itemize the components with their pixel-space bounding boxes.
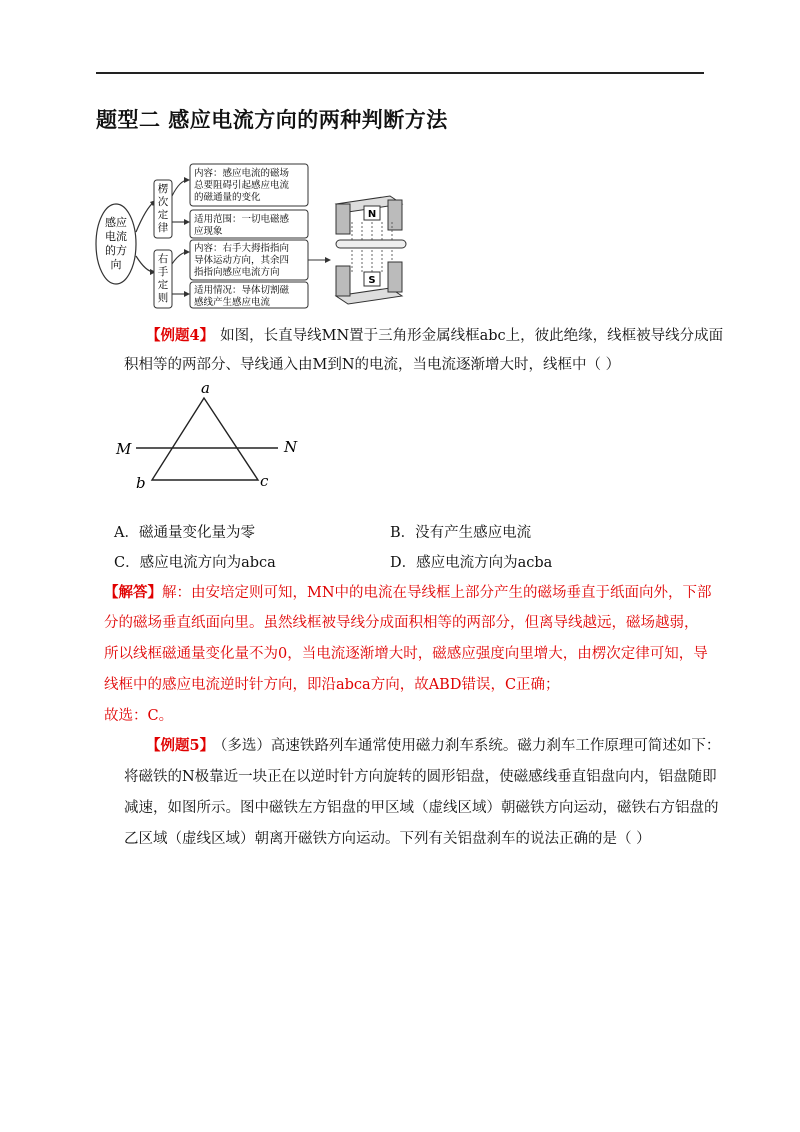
example4-line2: 积相等的两部分、导线通入由M到N的电流，当电流逐渐增大时，线框中（ ）: [124, 357, 621, 373]
example5-tag: 【例题5】: [146, 737, 215, 754]
label-n: N: [284, 438, 298, 456]
lenz-label-box: [154, 180, 172, 238]
box-right-hand-scope: [190, 282, 308, 308]
box-lenz-scope: [190, 210, 308, 238]
right-hand-label-box: [154, 250, 172, 308]
svg-text:应现象: 应现象: [194, 226, 223, 237]
arrow-to-right-hand: [136, 256, 154, 272]
label-a: a: [201, 380, 210, 397]
center-label-0: 感应: [105, 216, 127, 229]
triangle-figure: [110, 380, 310, 492]
arrow-to-lenz: [136, 202, 154, 232]
svg-text:楞: 楞: [157, 183, 169, 195]
svg-text:适用范围：一切电磁感: 适用范围：一切电磁感: [194, 214, 290, 225]
answer-line2: 分的磁场垂直纸面向里。虽然线框被导线分成面积相等的两部分，但离导线越远，磁场越弱，: [104, 615, 699, 631]
concept-map-diagram: [90, 160, 420, 310]
option-a: A．磁通量变化量为零: [114, 525, 255, 541]
example5-line4: 乙区域（虚线区域）朝离开磁铁方向运动。下列有关铝盘刹车的说法正确的是（ ）: [124, 831, 651, 847]
magnet-illustration: [336, 196, 406, 304]
option-c: C．感应电流方向为abca: [114, 555, 276, 571]
example5-line3: 减速，如图所示。图中磁铁左方铝盘的甲区域（虚线区域）朝磁铁方向运动，磁铁右方铝盘的: [124, 800, 719, 816]
svg-text:内容：感应电流的磁场: 内容：感应电流的磁场: [194, 168, 290, 179]
example5-line2: 将磁铁的N极靠近一块正在以逆时针方向旋转的圆形铝盘，使磁感线垂直铝盘向内，铝盘随即: [124, 769, 717, 785]
option-d: D．感应电流方向为acba: [390, 555, 553, 571]
answer-line1: 【解答】解：由安培定则可知，MN中的电流在导线框上部分产生的磁场垂直于纸面向外，下部: [104, 584, 712, 601]
answer-line4: 线框中的感应电流逆时针方向，即沿abca方向，故ABD错误，C正确；: [104, 677, 560, 693]
magnet-s-label: S: [368, 275, 376, 286]
box-lenz-content: [190, 164, 308, 206]
svg-text:内容：右手大拇指指向: 内容：右手大拇指指向: [194, 243, 290, 254]
header-rule: [96, 72, 704, 74]
option-b: B．没有产生感应电流: [390, 525, 532, 541]
svg-text:适用情况：导体切割磁: 适用情况：导体切割磁: [194, 285, 290, 296]
svg-text:指指向感应电流方向: 指指向感应电流方向: [194, 267, 280, 278]
box-right-hand-content: [190, 240, 308, 280]
answer-tag: 【解答】: [104, 584, 162, 601]
magnet-n-label: N: [367, 209, 377, 220]
svg-text:次: 次: [157, 196, 169, 208]
center-node: [96, 204, 136, 284]
answer-line5: 故选：C。: [104, 708, 174, 724]
center-label-2: 的方: [105, 244, 127, 257]
label-c: c: [260, 472, 269, 490]
center-label-1: 电流: [105, 230, 127, 243]
svg-text:则: 则: [157, 292, 169, 304]
svg-text:律: 律: [157, 222, 169, 234]
label-b: b: [136, 474, 146, 492]
triangle-abc: [152, 398, 258, 480]
example4-line1: 【例题4】 如图，长直导线MN置于三角形金属线框abc上，彼此绝缘，线框被导线分成面: [146, 327, 724, 344]
svg-text:总要阻碍引起感应电流: 总要阻碍引起感应电流: [194, 180, 290, 191]
svg-text:定: 定: [157, 279, 169, 291]
example4-tag: 【例题4】: [146, 327, 215, 344]
svg-text:定: 定: [157, 209, 169, 221]
svg-text:手: 手: [157, 266, 169, 278]
answer-line3: 所以线框磁通量变化量不为0，当电流逐渐增大时，磁感应强度向里增大，由楞次定律可知，导: [104, 646, 708, 662]
section-title: 题型二 感应电流方向的两种判断方法: [96, 108, 448, 132]
example5-line1: 【例题5】 （多选）高速铁路列车通常使用磁力刹车系统。磁力刹车工作原理可简述如下：: [146, 737, 721, 754]
svg-text:右: 右: [157, 253, 169, 265]
label-m: M: [116, 440, 132, 458]
center-label-3: 向: [110, 258, 122, 271]
svg-text:的磁通量的变化: 的磁通量的变化: [194, 192, 261, 203]
svg-text:导体运动方向，其余四: 导体运动方向，其余四: [194, 255, 290, 266]
svg-text:感线产生感应电流: 感线产生感应电流: [194, 297, 271, 308]
